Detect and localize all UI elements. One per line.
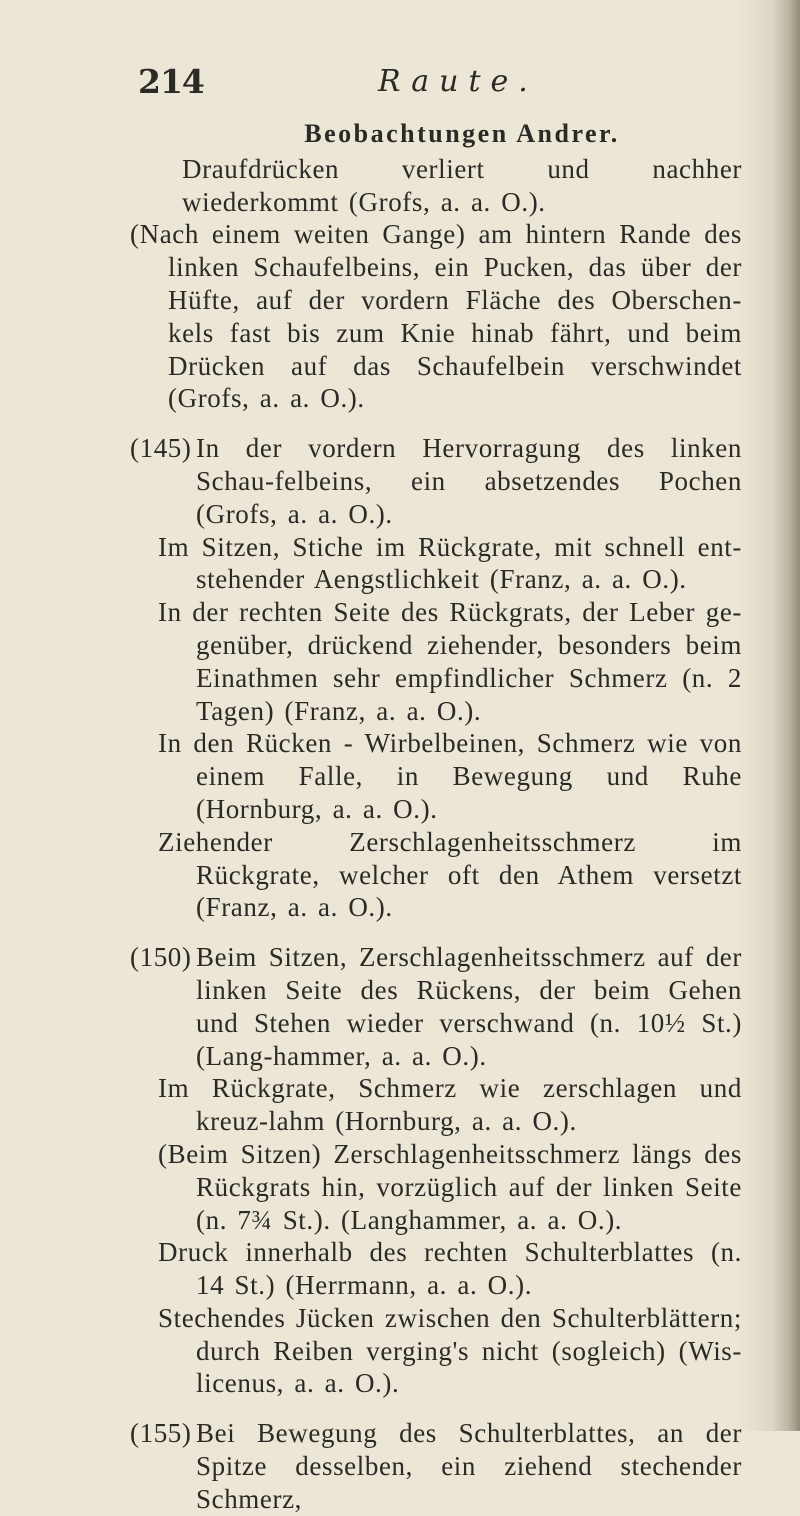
entry-number: (145) <box>130 433 192 464</box>
text-body <box>130 118 742 1516</box>
entry-number: (155) <box>130 1418 192 1449</box>
entry-text: Ziehender Zerschlagenheitsschmerz im Rückgrate, welcher oft den Athem versetzt (Franz, a. a. O.). <box>158 826 742 923</box>
entry <box>130 1417 742 1515</box>
entry-text: Druck innerhalb des rechten Schulterblattes (n. 14 St.) (Herrmann, a. a. O.). <box>158 1237 742 1301</box>
entry <box>130 1236 742 1302</box>
entry-text: Im Sitzen, Stiche im Rückgrate, mit schnell ent-stehender Aengstlichkeit (Franz, a. a. O.). <box>158 531 742 595</box>
entry-text: Draufdrücken verliert und nachher wiederkommt (Grofs, a. a. O.). <box>182 153 742 217</box>
entry-text: (Nach einem weiten Gange) am hintern Rande des linken Schaufelbeins, ein Pucken, das über der Hüfte, auf der vordern Fläche des Oberschen-kels fast bis zum Knie hinab fährt, und beim Drücken auf das Schaufelbein verschwindet (Grofs, a. a. O.). <box>130 219 742 414</box>
entry <box>130 1072 742 1138</box>
entry <box>130 218 742 415</box>
entry-text: In den Rücken - Wirbelbeinen, Schmerz wie von einem Falle, in Bewegung und Ruhe (Hornburg, a. a. O.). <box>158 728 742 824</box>
entry <box>130 1138 742 1236</box>
entry-text: (Beim Sitzen) Zerschlagenheitsschmerz längs des Rückgrats hin, vorzüglich auf der linken Seite (n. 7¾ St.). (Langhammer, a. a. O.). <box>158 1138 742 1235</box>
entry <box>130 727 742 825</box>
entry <box>130 153 742 219</box>
entry-number: (150) <box>130 942 192 973</box>
entry <box>130 941 742 1072</box>
entry-text: In der rechten Seite des Rückgrats, der Leber ge-genüber, drückend ziehender, besonders beim Einathmen sehr empfindlicher Schmerz (n. 2 Tagen) (Franz, a. a. O.). <box>158 597 742 726</box>
page-edge-shadow <box>772 0 800 1431</box>
entry-text: Beim Sitzen, Zerschlagenheitsschmerz auf der linken Seite des Rückens, der beim Gehen und Stehen wieder verschwand (n. 10½ St.) (Lang-hammer, a. a. O.). <box>196 942 742 1071</box>
entry <box>130 1302 742 1400</box>
running-head: Raute. <box>378 64 538 99</box>
entry-text: Stechendes Jücken zwischen den Schulterblättern; durch Reiben verging's nicht (sogleich) (Wis-licenus, a. a. O.). <box>158 1302 742 1399</box>
entry-text: Bei Bewegung des Schulterblattes, an der Spitze desselben, ein ziehend stechender Schmerz, <box>196 1418 742 1514</box>
page-header <box>138 62 698 110</box>
entry-text: Im Rückgrate, Schmerz wie zerschlagen und kreuz-lahm (Hornburg, a. a. O.). <box>158 1073 742 1137</box>
page-number: 214 <box>138 62 204 101</box>
entry-text: In der vordern Hervorragung des linken Schau-felbeins, ein absetzendes Pochen (Grofs, a. a. O.). <box>196 433 742 529</box>
entry <box>130 531 742 597</box>
entry <box>130 596 742 727</box>
entry <box>130 826 742 924</box>
entry <box>130 432 742 530</box>
section-title: Beobachtungen Andrer. <box>304 119 620 148</box>
